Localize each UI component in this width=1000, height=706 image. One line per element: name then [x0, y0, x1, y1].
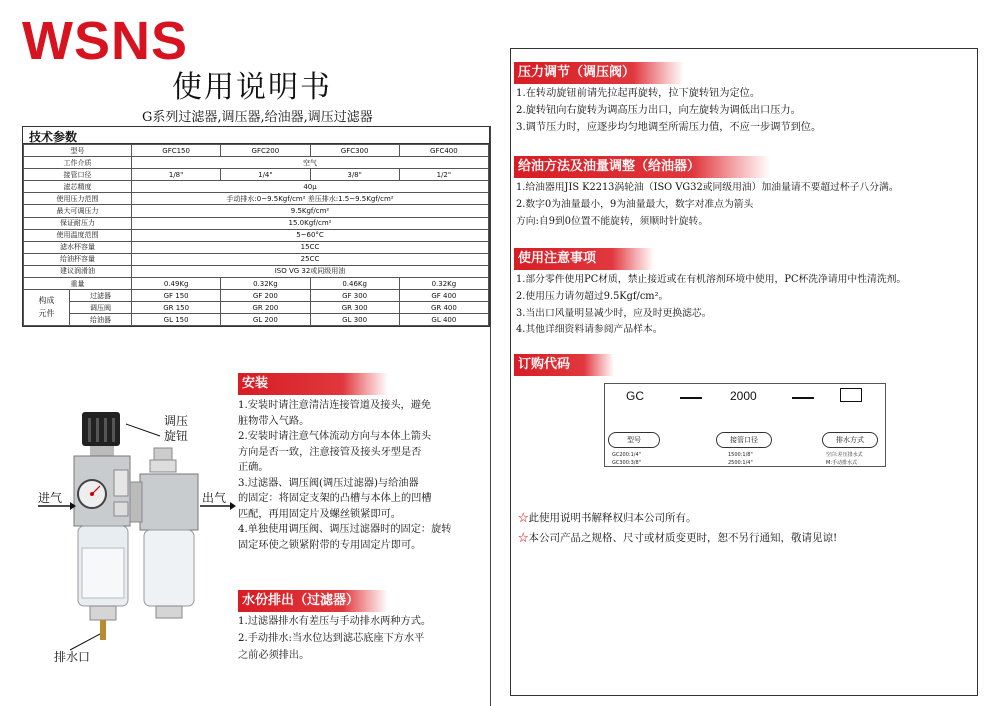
install-text: 1.安装时请注意清洁连接管道及接头，避免 脏物带入气路。 2.安装时请注意气体流动方向与本体上箭头 方向是否一致，注意接管及接头牙型是否 正确。 3.过滤器、调压阀(调压过滤器)与给油器 的固定：将固定支架的凸槽与本体上的凹槽 匹配，再用固定片及螺丝锁紧即可。 4.单独使用调压阀、调压过滤器时的固定：旋转 固定环使之锁紧附带的专用固定片即可。: [238, 400, 452, 551]
caution-text: 1.部分零件使用PC材质，禁止接近或在有机溶剂环境中使用，PC杯洗净请用中性清洗剂。 2.使用压力请勿超过9.5Kgf/cm²。 3.当出口风量明显减少时，应及时更换滤芯。 4.其他详细资料请参阅产品样本。: [516, 274, 907, 336]
order-label-port: 接管口径: [716, 432, 772, 448]
page-subtitle: G系列过滤器,调压器,给油器,调压过滤器: [142, 110, 373, 125]
spec-title: 技术参数: [23, 127, 489, 144]
table-row: 构成元件 过滤器 GF 150 GF 200 GF 300 GF 400: [24, 290, 489, 302]
pressure-header: 压力调节（调压阀）: [514, 62, 684, 84]
note-copyright: ☆此使用说明书解释权归本公司所有。: [518, 512, 697, 524]
order-header: 订购代码: [514, 354, 614, 376]
drain-text: 1.过滤器排水有差压与手动排水两种方式。 2.手动排水:当水位达到滤芯底座下方水平 之前必须排出。: [238, 616, 432, 661]
table-row: 最大可调压力 9.5Kgf/cm²: [24, 205, 489, 217]
order-drain-code-box: [840, 388, 862, 402]
oil-text: 1.给油器用JIS K2213涡轮油（ISO VG32或同级用油）加油量请不要超过杯子八分满。 2.数字0为油量最小，9为油量最大，数字对准点为箭头 方向:自9到0位置不能旋转，须顺时针旋转。: [516, 182, 899, 227]
table-row: 重量 0.49Kg 0.32Kg 0.46Kg 0.32Kg: [24, 278, 489, 290]
order-port-values: 1500:1/8" 2500:1/4": [728, 452, 753, 466]
brand-logo: WSNS: [22, 11, 188, 71]
components-label: 构成元件: [24, 290, 70, 326]
pressure-text: 1.在转动旋钮前请先拉起再旋转，拉下旋转钮为定位。 2.旋转钮向右旋转为调高压力出口，向左旋转为调低出口压力。 3.调节压力时，应逐步均匀地调至所需压力值，不应一步调节到位。: [516, 88, 822, 133]
order-size: 2000: [730, 389, 757, 403]
star-icon: ☆: [518, 532, 529, 544]
order-drain-values: 空白:差压排水式 M:手动排水式: [826, 452, 863, 466]
star-icon: ☆: [518, 512, 529, 524]
table-row: 型号 GFC150 GFC200 GFC300 GFC400: [24, 145, 489, 157]
order-dash: [680, 397, 702, 399]
knob-label: 调压 旋钮: [164, 414, 189, 443]
spec-grid: [23, 144, 489, 326]
table-row: 建议润滑油 ISO VG 32或同级用油: [24, 265, 489, 277]
order-label-model: 型号: [608, 432, 660, 448]
outlet-label: 出气: [202, 491, 227, 505]
table-row: 工作介质 空气: [24, 157, 489, 169]
order-model-values: GC200:1/4" GC300:3/8": [612, 452, 641, 466]
table-row: 接管口径 1/8" 1/4" 3/8" 1/2": [24, 169, 489, 181]
table-row: 滤芯精度 40μ: [24, 181, 489, 193]
spec-table: [22, 126, 490, 327]
table-row: 给油杯容量 25CC: [24, 253, 489, 265]
page-title: 使用说明书: [172, 70, 332, 105]
order-prefix: GC: [626, 389, 644, 403]
order-label-drain: 排水方式: [822, 432, 878, 448]
table-row: 保证耐压力 15.0Kgf/cm²: [24, 217, 489, 229]
install-header: 安装: [238, 373, 388, 395]
product-diagram: [30, 398, 240, 676]
column-divider: [490, 126, 491, 706]
inlet-label: 进气: [38, 491, 63, 505]
table-row: 给油器 GL 150 GL 200 GL 300 GL 400: [24, 314, 489, 326]
drain-header: 水份排出（过滤器）: [238, 590, 388, 612]
table-row: 使用温度范围 5~60°C: [24, 229, 489, 241]
note-disclaimer: ☆本公司产品之规格、尺寸或材质变更时，恕不另行通知，敬请见谅!: [518, 532, 838, 544]
table-row: 使用压力范围 手动排水:0~9.5Kgf/cm² 差压排水:1.5~9.5Kgf/cm²: [24, 193, 489, 205]
drain-port-label: 排水口: [54, 650, 91, 664]
table-row: 调压阀 GR 150 GR 200 GR 300 GR 400: [24, 302, 489, 314]
order-dash: [792, 397, 814, 399]
oil-header: 给油方法及油量调整（给油器）: [514, 156, 770, 178]
table-row: 滤水杯容量 15CC: [24, 241, 489, 253]
caution-header: 使用注意事项: [514, 248, 654, 270]
